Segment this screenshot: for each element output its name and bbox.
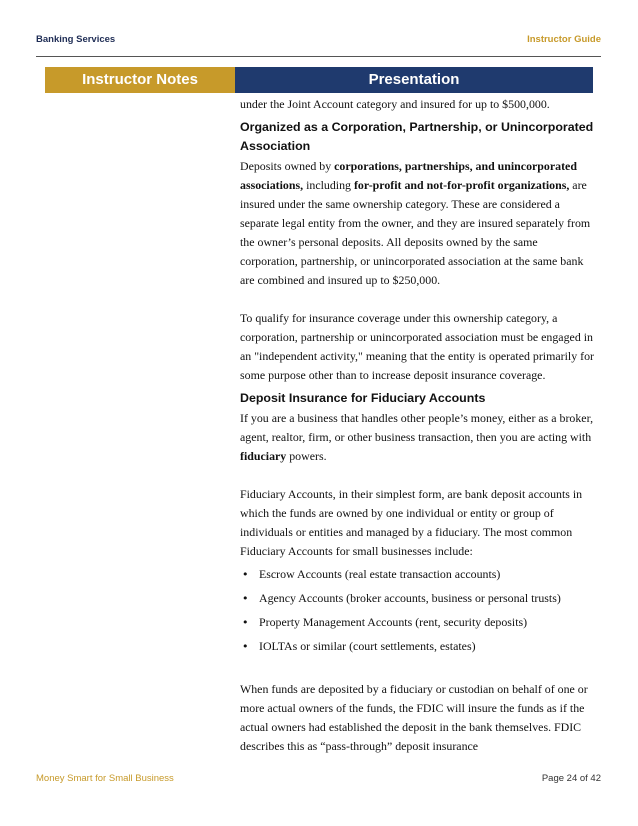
column-header-presentation: Presentation [235,67,593,93]
header-rule [36,56,601,57]
text-span: are insured under the same ownership category. These are considered a separate legal entity from the owner, and they are insured separately from the owner’s personal deposits. All deposits owned by the same corporation, partnership, or unincorporated association at the same bank are combined and insured up to $250,000. [240,178,591,287]
text-span: including [303,178,354,192]
bold-span: corporations, partnerships, and unincorporated associations, [240,159,577,192]
paragraph-fiduciary-accounts: Fiduciary Accounts, in their simplest form, are bank deposit accounts in which the funds are owned by one individual or entity or group of individuals or entities and managed by a fiduciary. The most common Fiduciary Accounts for small businesses include: [240,487,583,558]
list-item: • Agency Accounts (broker accounts, business or personal trusts) [240,589,596,608]
paragraph-qualify: To qualify for insurance coverage under this ownership category, a corporation, partnership or unincorporated association must be engaged in an "independent activity," meaning that the entity is operated primarily for some purpose other than to increase deposit insurance coverage. [240,311,594,382]
paragraph-joint-account: under the Joint Account category and insured for up to $500,000. [240,97,550,111]
footer-left: Money Smart for Small Business [36,773,174,784]
text-span: Deposits owned by [240,159,335,173]
paragraph-gap [240,661,596,680]
footer-page-number: Page 24 of 42 [541,773,601,784]
paragraph-pass-through: When funds are deposited by a fiduciary or custodian on behalf of one or more actual owners of the funds, the FDIC will insure the funds as if the actual owners had established the deposit in the bank themselves. FDIC describes this as “pass-through” deposit insurance [240,682,588,753]
heading-corporation: Organized as a Corporation, Partnership, or Unincorporated Association [240,120,594,153]
text-span: If you are a business that handles other people’s money, either as a broker, agent, realtor, firm, or other business transaction, then you are acting with [240,411,594,444]
fiduciary-account-list [240,565,596,656]
paragraph-gap [240,466,596,485]
text-span: powers. [286,449,327,463]
list-item: • Property Management Accounts (rent, security deposits) [240,613,596,632]
list-item: • IOLTAs or similar (court settlements, estates) [240,637,596,656]
heading-fiduciary: Deposit Insurance for Fiduciary Accounts [240,391,486,405]
header-left: Banking Services [36,34,116,45]
bold-span: for-profit and not-for-profit organizations, [353,178,570,192]
bold-span: fiduciary [240,449,287,463]
column-header-instructor-notes: Instructor Notes [45,67,235,93]
paragraph-fiduciary-powers [240,409,596,466]
list-item: • Escrow Accounts (real estate transaction accounts) [240,565,596,584]
header-right: Instructor Guide [527,34,601,45]
presentation-content [240,95,596,756]
paragraph-gap [240,290,596,309]
paragraph-corporation [240,157,596,290]
